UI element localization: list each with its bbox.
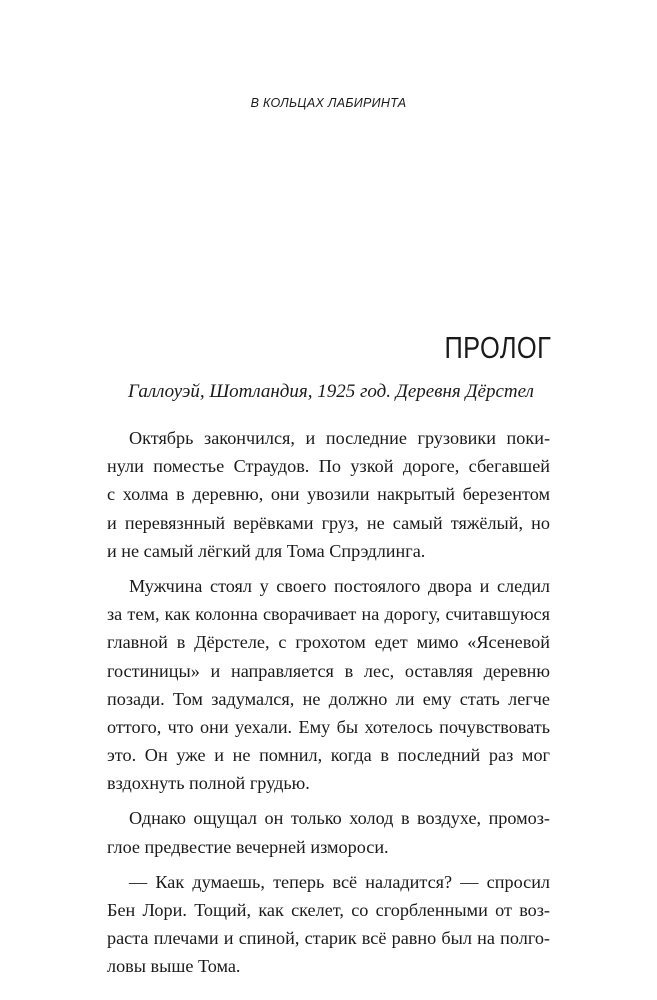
text-line: глое предвестие вечерней измороси. (107, 836, 389, 857)
text-line: с холма в деревню, они увозили накрытый березентом (107, 484, 550, 505)
text-line: нули поместье Страудов. По узкой дороге, сбегавшей (107, 456, 550, 477)
chapter-title: ПРОЛОГ (444, 330, 551, 365)
text-line: Однако ощущал он только холод в воздухе, промоз- (129, 808, 550, 829)
text-line: это. Он уже и не помнил, когда в последний раз мог (107, 745, 550, 766)
text-line: за тем, как колонна сворачивает на дорогу, считавшуюся (107, 604, 550, 625)
paragraph (107, 572, 550, 798)
text-line: ловы выше Тома. (107, 956, 241, 977)
epigraph: Галлоуэй, Шотландия, 1925 год. Деревня Дёрстел (128, 381, 534, 402)
text-line: оттого, что они уехали. Ему бы хотелось почувствовать (107, 716, 550, 737)
text-line: главной в Дёрстеле, с грохотом едет мимо «Ясеневой (107, 632, 550, 653)
text-line: гостиницы» и направляется в лес, оставляя деревню (107, 660, 550, 681)
text-line: — Как думаешь, теперь всё наладится? — спросил (129, 871, 550, 892)
text-line: Бен Лори. Тощий, как скелет, со сгорбленными от воз- (107, 900, 550, 920)
paragraph-gap (107, 861, 550, 868)
paragraph-gap (107, 797, 550, 804)
text-line: Октябрь закончился, и последние грузовики поки- (129, 428, 550, 448)
paragraph (107, 804, 550, 860)
body-text (107, 424, 550, 981)
text-line: позади. Том задумался, не должно ли ему стать легче (107, 688, 550, 709)
paragraph (107, 424, 550, 565)
text-line: раста плечами и спиной, старик всё равно был на полго- (107, 928, 550, 949)
text-line: и перевязнный верёвками груз, не самый тяжёлый, но (107, 512, 550, 533)
text-line: Мужчина стоял у своего постоялого двора и следил (129, 575, 550, 596)
running-head: В КОЛЬЦАХ ЛАБИРИНТА (250, 96, 407, 110)
text-line: вздохнуть полной грудью. (107, 773, 310, 794)
paragraph (107, 868, 550, 981)
paragraph-gap (107, 565, 550, 572)
text-line: и не самый лёгкий для Тома Спрэдлинга. (107, 540, 426, 561)
